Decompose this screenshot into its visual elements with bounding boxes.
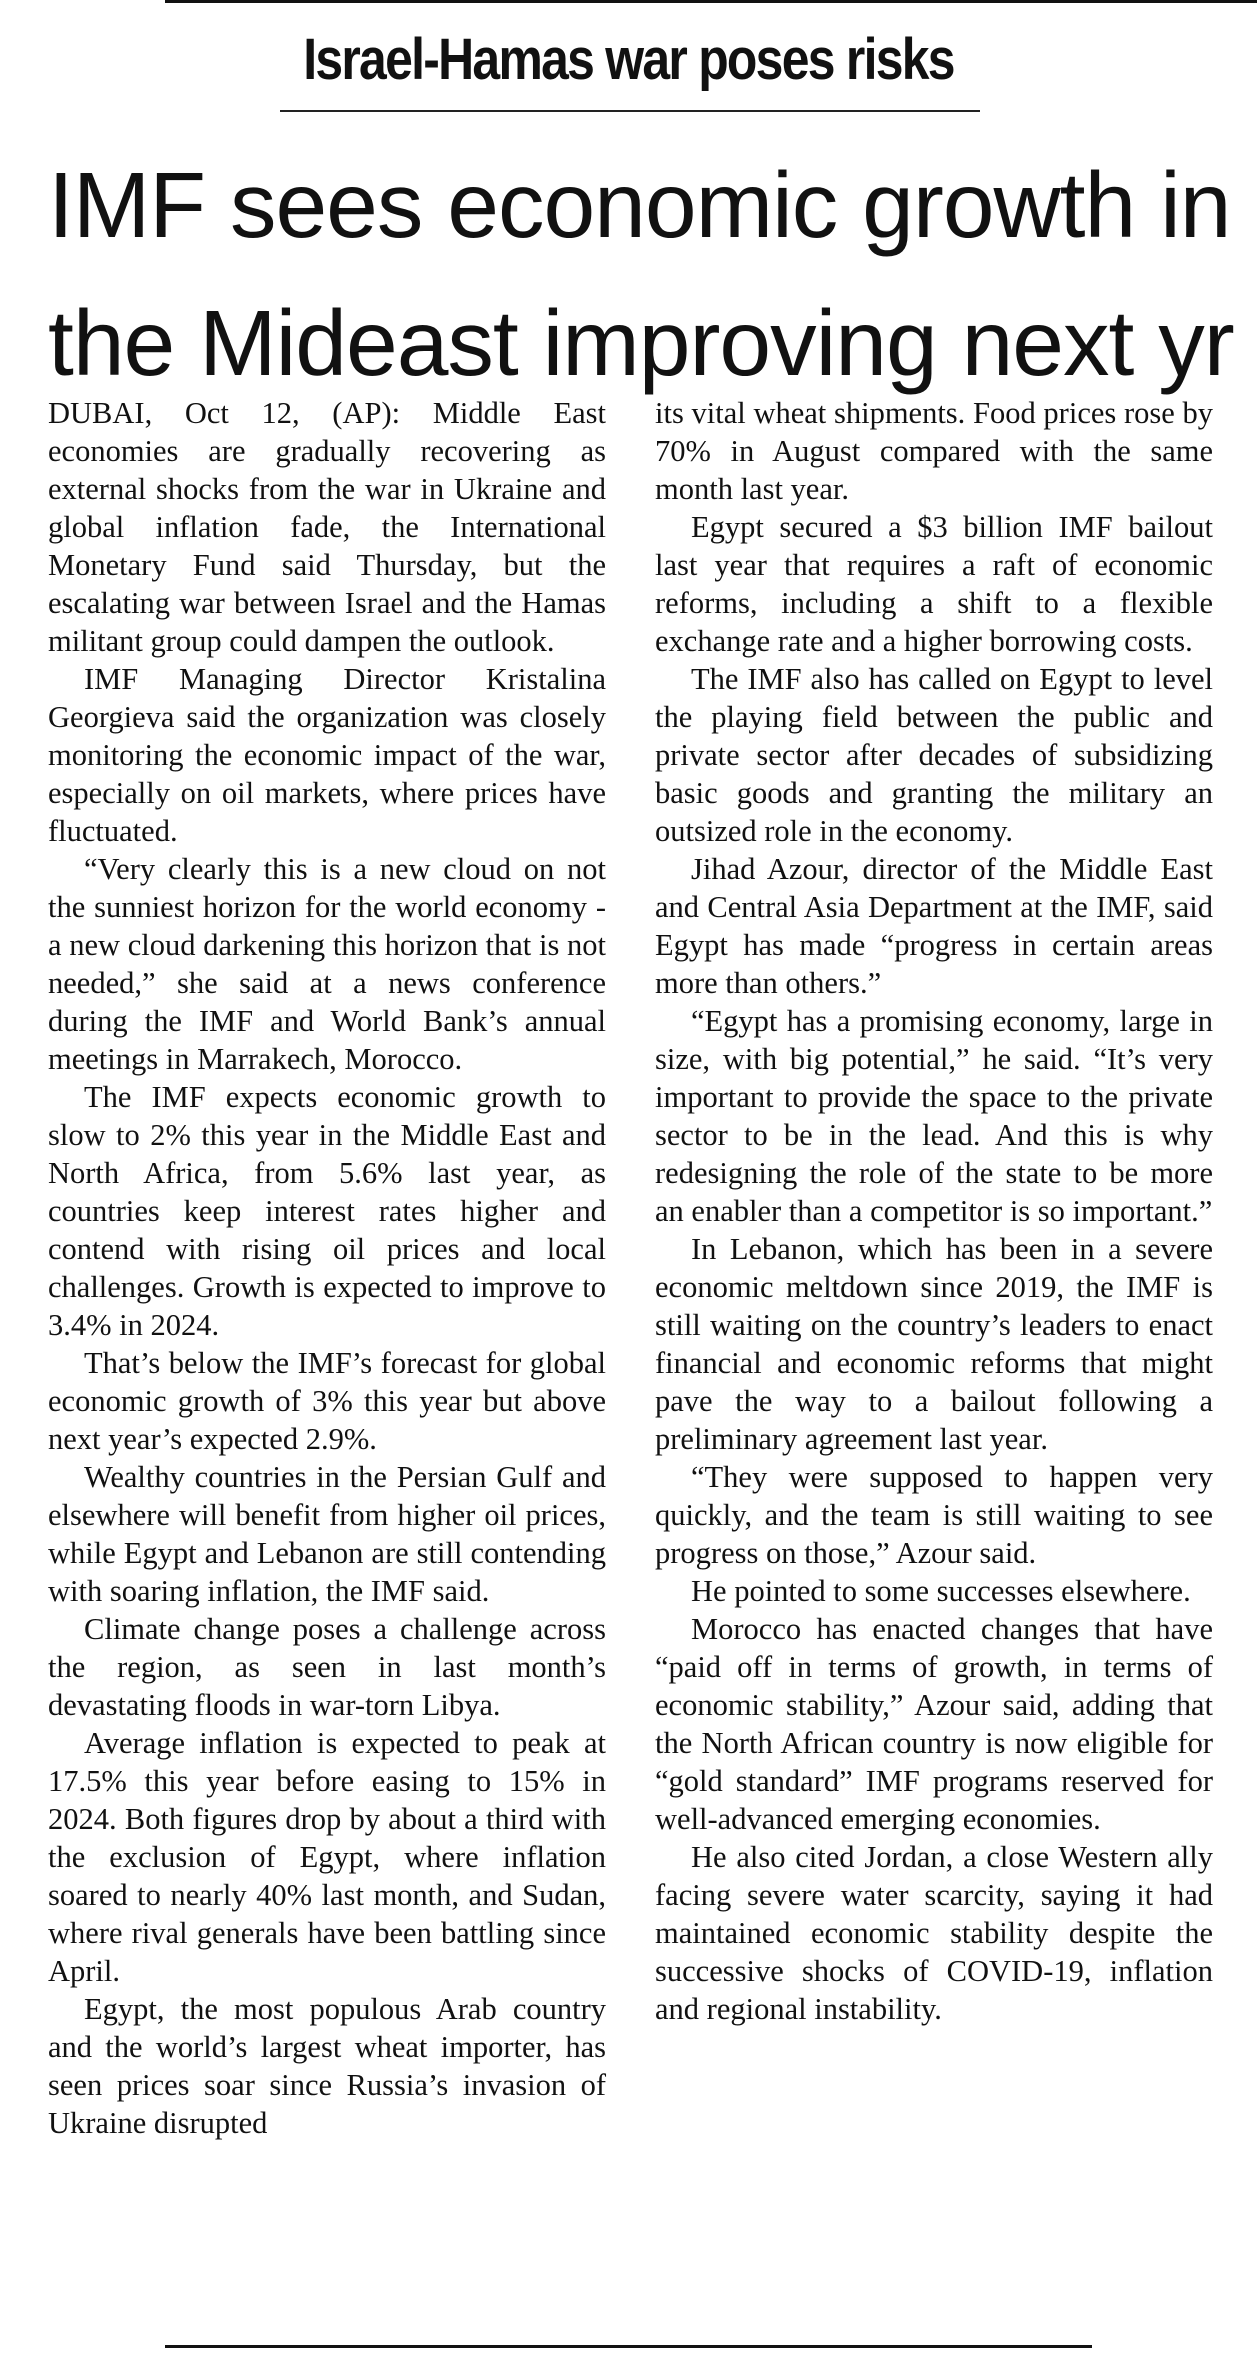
paragraph: The IMF expects economic growth to slow to 2% this year in the Middle East and North Africa, from 5.6% last year, as countries keep interest rates higher and contend with rising oil prices and local challenges. Growth is expected to improve to 3.4% in 2024. — [48, 1080, 606, 1342]
paragraph: The IMF also has called on Egypt to level the playing field between the public and private sector after decades of subsidizing basic goods and granting the military an outsized role in the economy. — [655, 662, 1213, 848]
paragraph: That’s below the IMF’s forecast for global economic growth of 3% this year but above next year’s expected 2.9%. — [48, 1346, 606, 1456]
paragraph: Climate change poses a challenge across the region, as seen in last month’s devastating floods in war-torn Libya. — [48, 1612, 606, 1722]
paragraph: Morocco has enacted changes that have “paid off in terms of growth, in terms of economic stability,” Azour said, adding that the North African country is now eligible for “gold standard” IMF programs reserved for well-advanced emerging economies. — [655, 1612, 1213, 1836]
paragraph: In Lebanon, which has been in a severe economic meltdown since 2019, the IMF is still waiting on the country’s leaders to enact financial and economic reforms that might pave the way to a bailout following a preliminary agreement last year. — [655, 1232, 1213, 1456]
paragraph: Jihad Azour, director of the Middle East and Central Asia Department at the IMF, said Egypt has made “progress in certain areas more than others.” — [655, 852, 1213, 1000]
paragraph: DUBAI, Oct 12, (AP): Middle East economies are gradually recovering as external shocks from the war in Ukraine and global inflation fade, the International Monetary Fund said Thursday, but the escalating war between Israel and the Hamas militant group could dampen the outlook. — [48, 396, 606, 658]
headline-line-2: the Mideast improving next yr — [48, 291, 1234, 395]
paragraph: He pointed to some successes elsewhere. — [691, 1574, 1191, 1608]
kicker-headline: Israel-Hamas war poses risks — [303, 27, 954, 92]
kicker-rule — [280, 110, 980, 112]
paragraph: Wealthy countries in the Persian Gulf and elsewhere will benefit from higher oil prices, while Egypt and Lebanon are still contending with soaring inflation, the IMF said. — [48, 1460, 606, 1608]
paragraph: Egypt secured a $3 billion IMF bailout last year that requires a raft of economic reforms, including a shift to a flexible exchange rate and a higher borrowing costs. — [655, 510, 1213, 658]
article-body — [48, 394, 1213, 2324]
paragraph: IMF Managing Director Kristalina Georgieva said the organization was closely monitoring the economic impact of the war, especially on oil markets, where prices have fluctuated. — [48, 662, 606, 848]
bottom-rule — [165, 2345, 1092, 2348]
right-column — [655, 394, 1213, 2028]
paragraph: Average inflation is expected to peak at 17.5% this year before easing to 15% in 2024. Both figures drop by about a third with the exclusion of Egypt, where inflation soared to nearly 40% last month, and Sudan, where rival generals have been battling since April. — [48, 1726, 606, 1988]
left-column — [48, 394, 606, 2142]
paragraph: its vital wheat shipments. Food prices rose by 70% in August compared with the same month last year. — [655, 396, 1213, 506]
paragraph: “Egypt has a promising economy, large in size, with big potential,” he said. “It’s very important to provide the space to the private sector to be in the lead. And this is why redesigning the role of the state to be more an enabler than a competitor is so important.” — [655, 1004, 1213, 1228]
main-headline — [48, 136, 1238, 412]
top-rule — [165, 0, 1257, 3]
paragraph: “Very clearly this is a new cloud on not the sunniest horizon for the world economy - a new cloud darkening this horizon that is not needed,” she said at a news conference during the IMF and World Bank’s annual meetings in Marrakech, Morocco. — [48, 852, 606, 1076]
paragraph: He also cited Jordan, a close Western ally facing severe water scarcity, saying it had maintained economic stability despite the successive shocks of COVID-19, inflation and regional instability. — [655, 1840, 1213, 2026]
paragraph: Egypt, the most populous Arab country and the world’s largest wheat importer, has seen prices soar since Russia’s invasion of Ukraine disrupted — [48, 1992, 606, 2140]
paragraph: “They were supposed to happen very quickly, and the team is still waiting to see progress on those,” Azour said. — [655, 1460, 1213, 1570]
headline-line-1: IMF sees economic growth in — [48, 153, 1231, 257]
